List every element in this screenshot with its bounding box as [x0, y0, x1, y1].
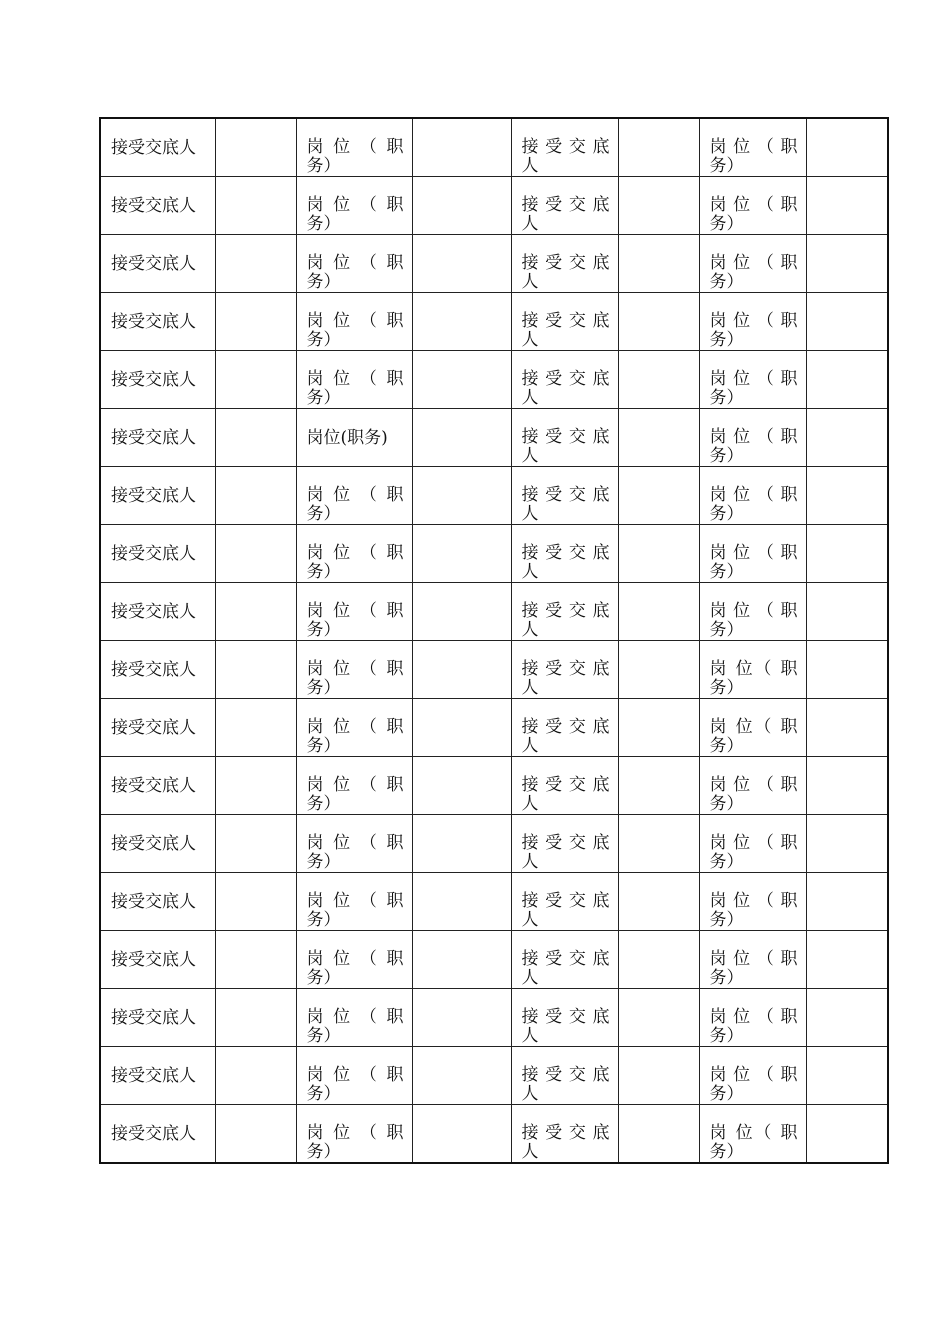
receiver-label-2: 接 受 交 底 人: [521, 137, 610, 176]
receiver-value-cell[interactable]: [215, 525, 296, 583]
table-row: [100, 699, 888, 757]
receiver-value-cell[interactable]: [215, 409, 296, 467]
position-label-cell: [296, 931, 412, 989]
position-label-2: 岗 位 （ 职 务）: [709, 195, 798, 234]
position-label-cell: [296, 641, 412, 699]
position-label-cell-2: [699, 1105, 806, 1164]
position-label-2: 岗 位 （ 职 务）: [709, 427, 798, 466]
position-label-cell-2: [699, 989, 806, 1047]
receiver-label: 接受交底人: [111, 312, 196, 332]
receiver-label-2: 接 受 交 底 人: [521, 1123, 610, 1162]
receiver-label-cell: [100, 118, 215, 177]
position-label-cell: [296, 525, 412, 583]
receiver-label-2: 接 受 交 底 人: [521, 485, 610, 524]
receiver-value-cell-2[interactable]: [618, 118, 699, 177]
receiver-value-cell[interactable]: [215, 467, 296, 525]
position-label-2: 岗 位 （ 职 务）: [709, 485, 798, 524]
receiver-label-2: 接 受 交 底 人: [521, 1065, 610, 1104]
receiver-value-cell-2[interactable]: [618, 525, 699, 583]
receiver-value-cell-2[interactable]: [618, 467, 699, 525]
position-label: 岗 位 （ 职 务）: [306, 543, 404, 582]
position-value-cell[interactable]: [412, 815, 511, 873]
position-label-2: 岗 位 （ 职 务）: [709, 137, 798, 176]
receiver-label-cell: [100, 235, 215, 293]
receiver-label: 接受交底人: [111, 1124, 196, 1144]
receiver-label: 接受交底人: [111, 834, 196, 854]
receiver-label-2: 接 受 交 底 人: [521, 891, 610, 930]
receiver-label: 接受交底人: [111, 544, 196, 564]
receiver-label-cell-2: [511, 873, 618, 931]
position-value-cell-2[interactable]: [806, 525, 888, 583]
position-value-cell-2[interactable]: [806, 989, 888, 1047]
position-value-cell[interactable]: [412, 931, 511, 989]
position-value-cell-2[interactable]: [806, 409, 888, 467]
receiver-value-cell-2[interactable]: [618, 235, 699, 293]
position-value-cell[interactable]: [412, 525, 511, 583]
position-label: 岗 位 （ 职 务）: [306, 775, 404, 814]
position-value-cell[interactable]: [412, 293, 511, 351]
position-label-cell-2: [699, 641, 806, 699]
receiver-value-cell-2[interactable]: [618, 699, 699, 757]
receiver-value-cell-2[interactable]: [618, 1105, 699, 1164]
position-value-cell[interactable]: [412, 235, 511, 293]
receiver-label: 接受交底人: [111, 602, 196, 622]
receiver-label: 接受交底人: [111, 660, 196, 680]
receiver-label-cell-2: [511, 641, 618, 699]
receiver-value-cell[interactable]: [215, 815, 296, 873]
position-value-cell[interactable]: [412, 989, 511, 1047]
table-row: [100, 815, 888, 873]
position-label: 岗 位 （ 职 务）: [306, 659, 404, 698]
position-label-cell-2: [699, 1047, 806, 1105]
position-label-2: 岗 位 （ 职 务）: [709, 775, 798, 814]
position-label-2: 岗 位 （ 职 务）: [709, 949, 798, 988]
receiver-label-2: 接 受 交 底 人: [521, 717, 610, 756]
receiver-value-cell-2[interactable]: [618, 409, 699, 467]
position-label-2: 岗 位 （ 职 务）: [709, 311, 798, 350]
position-label: 岗 位 （ 职 务）: [306, 1007, 404, 1046]
position-label: 岗 位 （ 职 务）: [306, 949, 404, 988]
position-label-cell-2: [699, 351, 806, 409]
position-label-cell: [296, 757, 412, 815]
position-value-cell-2[interactable]: [806, 118, 888, 177]
receiver-label-cell: [100, 1047, 215, 1105]
position-value-cell[interactable]: [412, 351, 511, 409]
receiver-value-cell-2[interactable]: [618, 815, 699, 873]
position-value-cell[interactable]: [412, 1047, 511, 1105]
receiver-label-cell-2: [511, 351, 618, 409]
table-row: [100, 235, 888, 293]
table-row: [100, 525, 888, 583]
position-label-cell: [296, 989, 412, 1047]
table-row: [100, 583, 888, 641]
position-label-2: 岗 位（ 职 务）: [709, 659, 798, 698]
position-label-cell: [296, 177, 412, 235]
position-label-cell: [296, 699, 412, 757]
position-label-cell: [296, 351, 412, 409]
position-label: 岗 位 （ 职 务）: [306, 311, 404, 350]
receiver-label-2: 接 受 交 底 人: [521, 775, 610, 814]
position-label-cell: [296, 583, 412, 641]
position-value-cell[interactable]: [412, 409, 511, 467]
position-value-cell-2[interactable]: [806, 757, 888, 815]
position-value-cell-2[interactable]: [806, 293, 888, 351]
position-label-cell-2: [699, 525, 806, 583]
receiver-label-cell-2: [511, 757, 618, 815]
position-label: 岗 位 （ 职 务）: [306, 601, 404, 640]
position-label-2: 岗 位 （ 职 务）: [709, 253, 798, 292]
receiver-value-cell[interactable]: [215, 931, 296, 989]
position-label-cell: [296, 1047, 412, 1105]
position-label-cell-2: [699, 235, 806, 293]
position-label-cell-2: [699, 467, 806, 525]
position-label-cell: [296, 873, 412, 931]
position-label-2: 岗 位 （ 职 务）: [709, 833, 798, 872]
position-label: 岗 位 （ 职 务）: [306, 369, 404, 408]
position-label-cell: [296, 118, 412, 177]
position-label-2: 岗 位 （ 职 务）: [709, 891, 798, 930]
position-label-2: 岗 位 （ 职 务）: [709, 369, 798, 408]
receiver-value-cell[interactable]: [215, 989, 296, 1047]
position-value-cell[interactable]: [412, 118, 511, 177]
receiver-label-2: 接 受 交 底 人: [521, 311, 610, 350]
position-value-cell-2[interactable]: [806, 467, 888, 525]
receiver-value-cell-2[interactable]: [618, 931, 699, 989]
receiver-label-cell: [100, 351, 215, 409]
table-row: [100, 409, 888, 467]
receiver-label-2: 接 受 交 底 人: [521, 369, 610, 408]
receiver-label-cell-2: [511, 931, 618, 989]
position-label-cell-2: [699, 815, 806, 873]
receiver-label-cell: [100, 989, 215, 1047]
table-row: [100, 467, 888, 525]
receiver-label-cell-2: [511, 699, 618, 757]
receiver-value-cell[interactable]: [215, 235, 296, 293]
receiver-label-2: 接 受 交 底 人: [521, 427, 610, 466]
position-label: 岗 位 （ 职 务）: [306, 1065, 404, 1104]
receiver-label: 接受交底人: [111, 892, 196, 912]
table-row: [100, 293, 888, 351]
position-value-cell[interactable]: [412, 583, 511, 641]
position-value-cell-2[interactable]: [806, 583, 888, 641]
receiver-label-2: 接 受 交 底 人: [521, 949, 610, 988]
receiver-label-cell: [100, 873, 215, 931]
position-label-cell: [296, 235, 412, 293]
receiver-label-cell: [100, 641, 215, 699]
receiver-label-2: 接 受 交 底 人: [521, 253, 610, 292]
position-label-cell-2: [699, 118, 806, 177]
receiver-value-cell-2[interactable]: [618, 1047, 699, 1105]
receiver-label-cell-2: [511, 1047, 618, 1105]
table-row: [100, 1105, 888, 1164]
receiver-label-cell-2: [511, 1105, 618, 1164]
receiver-label: 接受交底人: [111, 776, 196, 796]
position-value-cell-2[interactable]: [806, 235, 888, 293]
position-label-cell-2: [699, 757, 806, 815]
position-label: 岗 位 （ 职 务）: [306, 485, 404, 524]
receiver-label: 接受交底人: [111, 428, 196, 448]
position-value-cell[interactable]: [412, 467, 511, 525]
position-value-cell[interactable]: [412, 873, 511, 931]
table-body: [100, 118, 888, 1163]
receiver-label-cell: [100, 293, 215, 351]
position-label: 岗 位 （ 职 务）: [306, 137, 404, 176]
position-label-cell-2: [699, 873, 806, 931]
position-value-cell[interactable]: [412, 699, 511, 757]
position-value-cell-2[interactable]: [806, 641, 888, 699]
receiver-label-2: 接 受 交 底 人: [521, 543, 610, 582]
table-row: [100, 351, 888, 409]
table-row: [100, 931, 888, 989]
position-label-2: 岗 位 （ 职 务）: [709, 1065, 798, 1104]
receiver-label-cell: [100, 1105, 215, 1164]
position-label-cell: [296, 467, 412, 525]
receiver-value-cell[interactable]: [215, 177, 296, 235]
position-value-cell-2[interactable]: [806, 815, 888, 873]
position-label-cell: [296, 409, 412, 467]
receiver-label-cell: [100, 177, 215, 235]
receiver-label: 接受交底人: [111, 370, 196, 390]
position-value-cell-2[interactable]: [806, 177, 888, 235]
position-value-cell-2[interactable]: [806, 1105, 888, 1164]
receiver-value-cell-2[interactable]: [618, 757, 699, 815]
position-value-cell[interactable]: [412, 757, 511, 815]
receiver-label-cell-2: [511, 235, 618, 293]
receiver-value-cell-2[interactable]: [618, 351, 699, 409]
position-value-cell-2[interactable]: [806, 931, 888, 989]
position-value-cell[interactable]: [412, 641, 511, 699]
receiver-value-cell[interactable]: [215, 873, 296, 931]
receiver-value-cell-2[interactable]: [618, 989, 699, 1047]
position-label: 岗 位 （ 职 务）: [306, 253, 404, 292]
receiver-value-cell[interactable]: [215, 641, 296, 699]
position-label-cell-2: [699, 583, 806, 641]
position-label: 岗 位 （ 职 务）: [306, 195, 404, 234]
table-row: [100, 1047, 888, 1105]
table-row: [100, 641, 888, 699]
receiver-value-cell-2[interactable]: [618, 873, 699, 931]
receiver-label-cell-2: [511, 583, 618, 641]
table-row: [100, 118, 888, 177]
receiver-value-cell[interactable]: [215, 1105, 296, 1164]
receiver-label-cell-2: [511, 118, 618, 177]
position-label: 岗位(职务): [306, 428, 388, 448]
receiver-label: 接受交底人: [111, 950, 196, 970]
receiver-label-cell: [100, 699, 215, 757]
position-label: 岗 位 （ 职 务）: [306, 1123, 404, 1162]
receiver-label-cell-2: [511, 989, 618, 1047]
position-label-cell: [296, 293, 412, 351]
receiver-label-cell: [100, 931, 215, 989]
receiver-label: 接受交底人: [111, 1008, 196, 1028]
table-row: [100, 873, 888, 931]
position-value-cell-2[interactable]: [806, 1047, 888, 1105]
receiver-label-2: 接 受 交 底 人: [521, 195, 610, 234]
receiver-label-2: 接 受 交 底 人: [521, 659, 610, 698]
position-label: 岗 位 （ 职 务）: [306, 891, 404, 930]
position-value-cell-2[interactable]: [806, 873, 888, 931]
receiver-label-cell: [100, 409, 215, 467]
receiver-value-cell-2[interactable]: [618, 641, 699, 699]
receiver-label-cell-2: [511, 409, 618, 467]
receiver-value-cell-2[interactable]: [618, 293, 699, 351]
receiver-value-cell[interactable]: [215, 699, 296, 757]
position-label-cell-2: [699, 293, 806, 351]
position-label-cell-2: [699, 699, 806, 757]
receiver-label: 接受交底人: [111, 486, 196, 506]
handover-receiver-table: [99, 117, 889, 1164]
receiver-label: 接受交底人: [111, 254, 196, 274]
receiver-label-cell-2: [511, 525, 618, 583]
receiver-value-cell[interactable]: [215, 583, 296, 641]
receiver-label: 接受交底人: [111, 718, 196, 738]
receiver-value-cell-2[interactable]: [618, 177, 699, 235]
receiver-label-cell-2: [511, 815, 618, 873]
receiver-label-2: 接 受 交 底 人: [521, 1007, 610, 1046]
table-row: [100, 177, 888, 235]
receiver-value-cell[interactable]: [215, 757, 296, 815]
receiver-label: 接受交底人: [111, 1066, 196, 1086]
receiver-value-cell[interactable]: [215, 293, 296, 351]
receiver-label-2: 接 受 交 底 人: [521, 601, 610, 640]
position-label-2: 岗 位 （ 职 务）: [709, 543, 798, 582]
position-value-cell[interactable]: [412, 177, 511, 235]
receiver-label-cell: [100, 583, 215, 641]
position-label-cell-2: [699, 177, 806, 235]
receiver-label-cell-2: [511, 467, 618, 525]
position-label-cell-2: [699, 931, 806, 989]
position-label: 岗 位 （ 职 务）: [306, 717, 404, 756]
position-label-2: 岗 位（ 职 务）: [709, 1123, 798, 1162]
receiver-label-cell: [100, 815, 215, 873]
receiver-value-cell[interactable]: [215, 1047, 296, 1105]
table-row: [100, 757, 888, 815]
position-label-cell-2: [699, 409, 806, 467]
receiver-label-2: 接 受 交 底 人: [521, 833, 610, 872]
receiver-value-cell[interactable]: [215, 351, 296, 409]
receiver-label: 接受交底人: [111, 138, 196, 158]
receiver-label: 接受交底人: [111, 196, 196, 216]
receiver-value-cell[interactable]: [215, 118, 296, 177]
receiver-label-cell-2: [511, 177, 618, 235]
position-value-cell-2[interactable]: [806, 699, 888, 757]
table-row: [100, 989, 888, 1047]
position-label-2: 岗 位 （ 职 务）: [709, 1007, 798, 1046]
position-label-2: 岗 位（ 职 务）: [709, 717, 798, 756]
position-label-2: 岗 位 （ 职 务）: [709, 601, 798, 640]
receiver-label-cell-2: [511, 293, 618, 351]
position-label-cell: [296, 815, 412, 873]
position-value-cell[interactable]: [412, 1105, 511, 1164]
receiver-label-cell: [100, 757, 215, 815]
receiver-label-cell: [100, 525, 215, 583]
receiver-value-cell-2[interactable]: [618, 583, 699, 641]
position-label: 岗 位 （ 职 务）: [306, 833, 404, 872]
receiver-label-cell: [100, 467, 215, 525]
position-label-cell: [296, 1105, 412, 1164]
position-value-cell-2[interactable]: [806, 351, 888, 409]
